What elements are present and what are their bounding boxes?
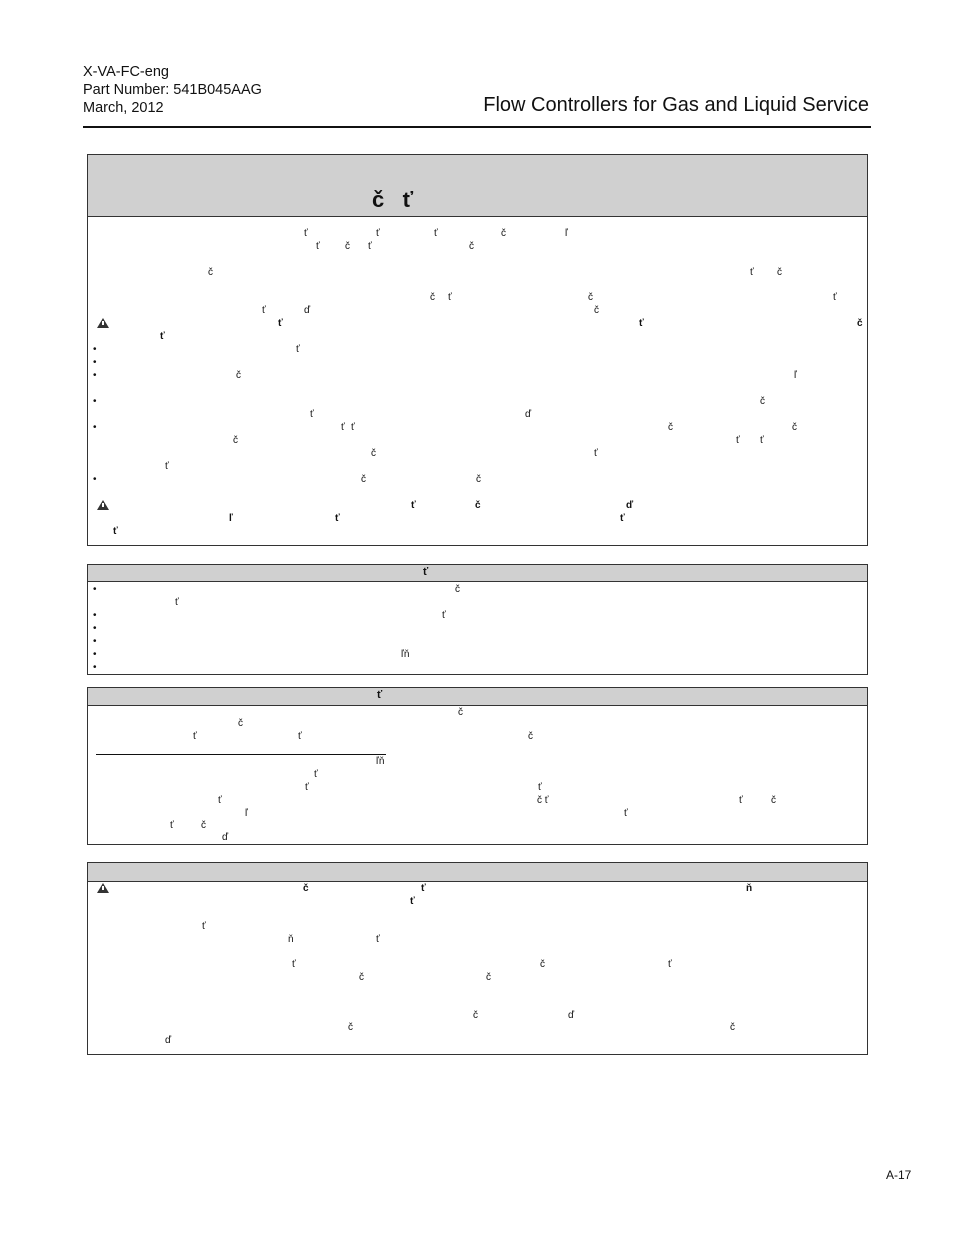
box1-glyph: ď [525, 409, 532, 420]
box1-glyph: č [792, 422, 797, 433]
box3-glyph: ď [222, 832, 229, 843]
box3-glyph: ť [739, 795, 743, 806]
box4-glyph: ť [292, 959, 296, 970]
bullet-point: • [93, 396, 97, 407]
box1-glyph: ť [262, 305, 266, 316]
box4-glyph: č [730, 1022, 735, 1033]
section-4-title-bar [88, 863, 867, 882]
section-2-heading: ť [423, 566, 429, 578]
section-box-1 [87, 154, 868, 546]
box1-glyph: ť [736, 435, 740, 446]
box3-glyph: ť [193, 731, 197, 742]
box1-glyph: ľ [229, 513, 233, 524]
box4-glyph: ť [421, 883, 426, 894]
box1-glyph: ť [434, 228, 438, 239]
box1-glyph: ť [160, 331, 165, 342]
box1-glyph: č [668, 422, 673, 433]
box1-glyph: ť [594, 448, 598, 459]
box4-glyph: č [486, 972, 491, 983]
box1-glyph: č [594, 305, 599, 316]
box3-glyph: ť [298, 731, 302, 742]
section-box-2 [87, 564, 868, 675]
box1-glyph: č [777, 267, 782, 278]
box1-glyph: ď [626, 500, 634, 511]
bullet-point: • [93, 344, 97, 355]
box3-glyph: ľň [376, 756, 385, 767]
box4-glyph: č [540, 959, 545, 970]
box1-glyph: ť [310, 409, 314, 420]
bullet-point: • [93, 636, 97, 647]
box1-glyph: ť [620, 513, 625, 524]
box1-glyph: ť [750, 267, 754, 278]
box1-glyph: ť [335, 513, 340, 524]
box4-glyph: ď [568, 1010, 575, 1021]
part-number: Part Number: 541B045AAG [83, 82, 262, 98]
box1-glyph: ť [639, 318, 644, 329]
doc-code: X-VA-FC-eng [83, 64, 169, 80]
section-3-heading: ť [377, 689, 383, 701]
box1-glyph: ť [304, 228, 308, 239]
box1-glyph: ť [165, 461, 169, 472]
bullet-point: • [93, 649, 97, 660]
section-1-heading: č ť [372, 187, 414, 212]
box3-glyph: č [528, 731, 533, 742]
box4-glyph: č [359, 972, 364, 983]
box3-glyph: ť [314, 769, 318, 780]
box4-glyph: ň [288, 934, 294, 945]
box3-glyph: č [771, 795, 776, 806]
box1-glyph: ť [278, 318, 283, 329]
box1-glyph: č [371, 448, 376, 459]
box2-glyph: ľň [401, 649, 410, 660]
box3-glyph: ť [170, 820, 174, 831]
header-rule [83, 126, 871, 128]
box3-glyph: ť [305, 782, 309, 793]
box1-glyph: ľ [565, 228, 568, 239]
box1-glyph: č [361, 474, 366, 485]
bullet-point: • [93, 584, 97, 595]
box3-glyph: č [458, 707, 463, 718]
box2-glyph: č [455, 584, 460, 595]
box3-glyph: ľ [245, 808, 248, 819]
box3-glyph: č [201, 820, 206, 831]
box1-glyph: č [760, 396, 765, 407]
box1-glyph: ť [833, 292, 837, 303]
warning-icon [97, 883, 109, 893]
box4-glyph: č [303, 883, 309, 894]
section-2-title-bar [88, 565, 867, 582]
box4-glyph: ť [202, 921, 206, 932]
box1-glyph: ť [341, 422, 345, 433]
page-number: A-17 [886, 1168, 912, 1182]
box1-glyph: ť [411, 500, 416, 511]
box1-glyph: ť [296, 344, 300, 355]
section-1-title-bar [88, 155, 867, 217]
box2-glyph: ť [175, 597, 179, 608]
box1-glyph: č [233, 435, 238, 446]
box1-glyph: ť [760, 435, 764, 446]
box1-glyph: č [475, 500, 481, 511]
box4-glyph: ď [165, 1035, 172, 1046]
box1-glyph: č [430, 292, 435, 303]
box4-glyph: č [473, 1010, 478, 1021]
warning-icon [97, 500, 109, 510]
bullet-point: • [93, 357, 97, 368]
box1-glyph: ľ [794, 370, 797, 381]
bullet-point: • [93, 422, 97, 433]
page-title: Flow Controllers for Gas and Liquid Service [483, 94, 869, 116]
box3-glyph: ť [624, 808, 628, 819]
box1-glyph: ď [304, 305, 311, 316]
box1-glyph: ť [316, 241, 320, 252]
bullet-point: • [93, 474, 97, 485]
bullet-point: • [93, 610, 97, 621]
box1-glyph: č [857, 318, 863, 329]
bullet-point: • [93, 662, 97, 673]
section-3-title-bar [88, 688, 867, 706]
box4-glyph: ť [410, 896, 415, 907]
box3-glyph: č ť [537, 795, 549, 806]
box4-glyph: č [348, 1022, 353, 1033]
box1-glyph: č [476, 474, 481, 485]
bullet-point: • [93, 623, 97, 634]
box1-glyph: č [208, 267, 213, 278]
box1-glyph: ť [351, 422, 355, 433]
box1-glyph: ť [113, 526, 118, 537]
box3-glyph: ť [218, 795, 222, 806]
box4-glyph: ť [668, 959, 672, 970]
table-rule [96, 754, 386, 755]
doc-date: March, 2012 [83, 100, 164, 116]
box1-glyph: č [236, 370, 241, 381]
box1-glyph: ť [376, 228, 380, 239]
box3-glyph: ť [538, 782, 542, 793]
bullet-point: • [93, 370, 97, 381]
box4-glyph: ň [746, 883, 753, 894]
warning-icon [97, 318, 109, 328]
box1-glyph: ť [368, 241, 372, 252]
box1-glyph: č [588, 292, 593, 303]
box1-glyph: č [345, 241, 350, 252]
box2-glyph: ť [442, 610, 446, 621]
box4-glyph: ť [376, 934, 380, 945]
box1-glyph: ť [448, 292, 452, 303]
box1-glyph: č [469, 241, 474, 252]
box3-glyph: č [238, 718, 243, 729]
box1-glyph: č [501, 228, 506, 239]
